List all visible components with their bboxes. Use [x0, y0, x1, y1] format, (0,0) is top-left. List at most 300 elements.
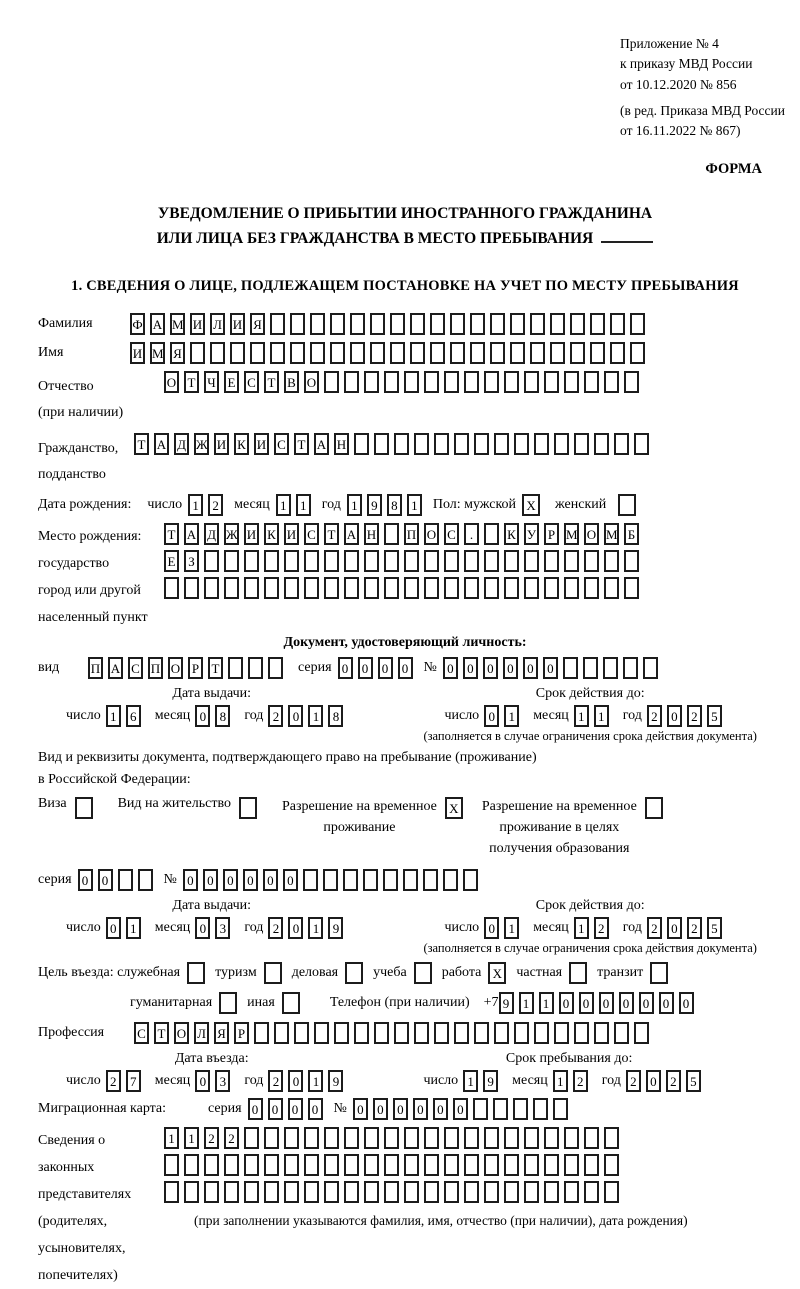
char-cell[interactable]: 1 [463, 1070, 478, 1092]
char-cell[interactable] [444, 371, 459, 393]
char-cell[interactable] [404, 577, 419, 599]
char-cell[interactable]: 2 [647, 705, 662, 727]
char-cell[interactable] [190, 342, 205, 364]
char-cell[interactable]: Т [164, 523, 179, 545]
char-cell[interactable] [524, 1154, 539, 1176]
char-cell[interactable]: 2 [224, 1127, 239, 1149]
char-cell[interactable] [184, 1154, 199, 1176]
char-cell[interactable] [290, 313, 305, 335]
char-cell[interactable] [364, 371, 379, 393]
char-cell[interactable]: 5 [707, 917, 722, 939]
char-cell[interactable]: О [164, 371, 179, 393]
char-cell[interactable]: 0 [243, 869, 258, 891]
char-cell[interactable]: Ж [224, 523, 239, 545]
char-cell[interactable] [264, 550, 279, 572]
char-cell[interactable] [544, 371, 559, 393]
char-cell[interactable]: Я [214, 1022, 229, 1044]
char-cell[interactable] [343, 869, 358, 891]
char-cell[interactable] [404, 371, 419, 393]
char-cell[interactable] [524, 371, 539, 393]
char-cell[interactable]: О [168, 657, 183, 679]
char-cell[interactable] [224, 1154, 239, 1176]
char-cell[interactable] [164, 577, 179, 599]
char-cell[interactable]: С [134, 1022, 149, 1044]
char-cell[interactable] [490, 342, 505, 364]
char-cell[interactable]: 8 [328, 705, 343, 727]
char-cell[interactable] [230, 342, 245, 364]
char-cell[interactable]: 8 [215, 705, 230, 727]
temp-residence-checkbox[interactable]: X [445, 797, 463, 819]
char-cell[interactable]: Д [204, 523, 219, 545]
char-cell[interactable] [584, 550, 599, 572]
char-cell[interactable]: 1 [407, 494, 422, 516]
char-cell[interactable] [484, 371, 499, 393]
char-cell[interactable]: И [254, 433, 269, 455]
char-cell[interactable]: 1 [184, 1127, 199, 1149]
char-cell[interactable]: 2 [208, 494, 223, 516]
char-cell[interactable] [464, 1127, 479, 1149]
char-cell[interactable]: 5 [707, 705, 722, 727]
char-cell[interactable] [354, 433, 369, 455]
char-cell[interactable] [370, 313, 385, 335]
char-cell[interactable] [363, 869, 378, 891]
purpose-transit-checkbox[interactable] [650, 962, 668, 984]
char-cell[interactable] [310, 313, 325, 335]
char-cell[interactable] [603, 657, 618, 679]
char-cell[interactable] [464, 371, 479, 393]
char-cell[interactable] [403, 869, 418, 891]
char-cell[interactable] [610, 313, 625, 335]
char-cell[interactable] [490, 313, 505, 335]
char-cell[interactable]: И [244, 523, 259, 545]
char-cell[interactable] [274, 1022, 289, 1044]
char-cell[interactable]: Р [188, 657, 203, 679]
residence-permit-checkbox[interactable] [239, 797, 257, 819]
char-cell[interactable] [484, 523, 499, 545]
char-cell[interactable]: Т [134, 433, 149, 455]
char-cell[interactable]: А [154, 433, 169, 455]
char-cell[interactable] [484, 550, 499, 572]
char-cell[interactable] [264, 1154, 279, 1176]
char-cell[interactable]: Е [224, 371, 239, 393]
char-cell[interactable]: 0 [263, 869, 278, 891]
char-cell[interactable] [473, 1098, 488, 1120]
char-cell[interactable]: О [174, 1022, 189, 1044]
char-cell[interactable] [330, 313, 345, 335]
char-cell[interactable] [424, 1127, 439, 1149]
char-cell[interactable] [384, 577, 399, 599]
char-cell[interactable]: 0 [195, 705, 210, 727]
char-cell[interactable] [404, 550, 419, 572]
char-cell[interactable]: 0 [579, 992, 594, 1014]
char-cell[interactable] [584, 1154, 599, 1176]
char-cell[interactable] [204, 1154, 219, 1176]
char-cell[interactable]: 0 [433, 1098, 448, 1120]
char-cell[interactable]: З [184, 550, 199, 572]
char-cell[interactable] [564, 1154, 579, 1176]
char-cell[interactable]: 0 [283, 869, 298, 891]
char-cell[interactable] [444, 577, 459, 599]
char-cell[interactable] [384, 550, 399, 572]
purpose-other-checkbox[interactable] [282, 992, 300, 1014]
char-cell[interactable]: 0 [373, 1098, 388, 1120]
char-cell[interactable] [464, 1154, 479, 1176]
char-cell[interactable] [244, 1127, 259, 1149]
char-cell[interactable] [564, 371, 579, 393]
char-cell[interactable] [324, 577, 339, 599]
char-cell[interactable] [434, 1022, 449, 1044]
char-cell[interactable] [564, 550, 579, 572]
char-cell[interactable] [210, 342, 225, 364]
char-cell[interactable]: К [234, 433, 249, 455]
char-cell[interactable] [364, 550, 379, 572]
sex-female-checkbox[interactable] [618, 494, 636, 516]
char-cell[interactable] [383, 869, 398, 891]
char-cell[interactable]: 0 [223, 869, 238, 891]
char-cell[interactable] [534, 1022, 549, 1044]
char-cell[interactable]: В [284, 371, 299, 393]
char-cell[interactable]: 1 [188, 494, 203, 516]
char-cell[interactable] [474, 433, 489, 455]
char-cell[interactable] [330, 342, 345, 364]
char-cell[interactable]: А [344, 523, 359, 545]
char-cell[interactable]: О [424, 523, 439, 545]
char-cell[interactable]: 8 [387, 494, 402, 516]
char-cell[interactable] [570, 342, 585, 364]
char-cell[interactable] [344, 577, 359, 599]
char-cell[interactable] [504, 1181, 519, 1203]
char-cell[interactable]: Н [334, 433, 349, 455]
char-cell[interactable]: Ж [194, 433, 209, 455]
char-cell[interactable] [424, 371, 439, 393]
char-cell[interactable]: С [304, 523, 319, 545]
char-cell[interactable] [310, 342, 325, 364]
char-cell[interactable] [118, 869, 133, 891]
char-cell[interactable]: 2 [573, 1070, 588, 1092]
char-cell[interactable] [484, 1127, 499, 1149]
char-cell[interactable] [344, 1127, 359, 1149]
char-cell[interactable]: 0 [484, 705, 499, 727]
char-cell[interactable] [268, 657, 283, 679]
char-cell[interactable] [364, 1127, 379, 1149]
char-cell[interactable] [634, 433, 649, 455]
char-cell[interactable] [533, 1098, 548, 1120]
char-cell[interactable] [138, 869, 153, 891]
char-cell[interactable]: М [564, 523, 579, 545]
char-cell[interactable] [284, 1154, 299, 1176]
char-cell[interactable]: М [604, 523, 619, 545]
char-cell[interactable] [334, 1022, 349, 1044]
char-cell[interactable] [594, 433, 609, 455]
char-cell[interactable]: 0 [183, 869, 198, 891]
char-cell[interactable]: 2 [647, 917, 662, 939]
char-cell[interactable]: 0 [646, 1070, 661, 1092]
char-cell[interactable]: 1 [308, 1070, 323, 1092]
char-cell[interactable] [630, 313, 645, 335]
char-cell[interactable] [344, 371, 359, 393]
char-cell[interactable] [394, 433, 409, 455]
char-cell[interactable]: 9 [499, 992, 514, 1014]
char-cell[interactable]: 0 [599, 992, 614, 1014]
char-cell[interactable]: 0 [667, 705, 682, 727]
char-cell[interactable] [394, 1022, 409, 1044]
char-cell[interactable] [264, 577, 279, 599]
purpose-tourism-checkbox[interactable] [264, 962, 282, 984]
char-cell[interactable] [530, 313, 545, 335]
char-cell[interactable] [244, 1181, 259, 1203]
char-cell[interactable] [350, 313, 365, 335]
char-cell[interactable]: 0 [195, 917, 210, 939]
char-cell[interactable] [604, 550, 619, 572]
char-cell[interactable] [463, 869, 478, 891]
char-cell[interactable] [424, 550, 439, 572]
char-cell[interactable] [470, 313, 485, 335]
char-cell[interactable] [224, 1181, 239, 1203]
purpose-private-checkbox[interactable] [569, 962, 587, 984]
char-cell[interactable]: И [284, 523, 299, 545]
char-cell[interactable]: П [88, 657, 103, 679]
char-cell[interactable] [563, 657, 578, 679]
char-cell[interactable] [304, 1127, 319, 1149]
char-cell[interactable]: 0 [288, 705, 303, 727]
char-cell[interactable] [504, 1127, 519, 1149]
char-cell[interactable]: 0 [398, 657, 413, 679]
char-cell[interactable]: 1 [106, 705, 121, 727]
char-cell[interactable] [604, 1181, 619, 1203]
char-cell[interactable] [570, 313, 585, 335]
char-cell[interactable] [384, 1181, 399, 1203]
char-cell[interactable] [574, 433, 589, 455]
char-cell[interactable] [584, 371, 599, 393]
char-cell[interactable] [284, 1181, 299, 1203]
char-cell[interactable] [374, 433, 389, 455]
char-cell[interactable] [324, 550, 339, 572]
char-cell[interactable] [284, 1127, 299, 1149]
char-cell[interactable] [494, 433, 509, 455]
char-cell[interactable] [303, 869, 318, 891]
char-cell[interactable]: П [148, 657, 163, 679]
char-cell[interactable]: 2 [204, 1127, 219, 1149]
char-cell[interactable] [464, 577, 479, 599]
char-cell[interactable] [530, 342, 545, 364]
char-cell[interactable] [514, 1022, 529, 1044]
char-cell[interactable] [228, 657, 243, 679]
char-cell[interactable] [630, 342, 645, 364]
char-cell[interactable]: 6 [126, 705, 141, 727]
char-cell[interactable]: 1 [504, 917, 519, 939]
char-cell[interactable]: 0 [483, 657, 498, 679]
char-cell[interactable]: 0 [338, 657, 353, 679]
char-cell[interactable]: Л [194, 1022, 209, 1044]
char-cell[interactable]: 0 [308, 1098, 323, 1120]
char-cell[interactable]: 0 [248, 1098, 263, 1120]
char-cell[interactable] [544, 550, 559, 572]
char-cell[interactable] [513, 1098, 528, 1120]
char-cell[interactable] [224, 577, 239, 599]
char-cell[interactable] [450, 313, 465, 335]
char-cell[interactable]: 2 [106, 1070, 121, 1092]
char-cell[interactable]: Т [294, 433, 309, 455]
char-cell[interactable]: Я [250, 313, 265, 335]
char-cell[interactable]: 0 [484, 917, 499, 939]
char-cell[interactable] [404, 1154, 419, 1176]
char-cell[interactable] [454, 433, 469, 455]
char-cell[interactable] [524, 550, 539, 572]
char-cell[interactable] [184, 577, 199, 599]
char-cell[interactable] [454, 1022, 469, 1044]
char-cell[interactable]: И [214, 433, 229, 455]
char-cell[interactable]: И [130, 342, 145, 364]
char-cell[interactable] [204, 550, 219, 572]
char-cell[interactable] [264, 1127, 279, 1149]
char-cell[interactable]: И [190, 313, 205, 335]
char-cell[interactable] [323, 869, 338, 891]
char-cell[interactable]: 0 [543, 657, 558, 679]
char-cell[interactable] [404, 1181, 419, 1203]
char-cell[interactable] [444, 1127, 459, 1149]
char-cell[interactable] [344, 550, 359, 572]
char-cell[interactable]: Т [154, 1022, 169, 1044]
char-cell[interactable] [248, 657, 263, 679]
char-cell[interactable] [284, 550, 299, 572]
char-cell[interactable] [364, 1181, 379, 1203]
char-cell[interactable] [390, 313, 405, 335]
char-cell[interactable]: 1 [519, 992, 534, 1014]
char-cell[interactable] [304, 550, 319, 572]
char-cell[interactable]: 2 [268, 917, 283, 939]
char-cell[interactable]: С [274, 433, 289, 455]
char-cell[interactable] [624, 550, 639, 572]
char-cell[interactable]: 2 [666, 1070, 681, 1092]
char-cell[interactable] [564, 1181, 579, 1203]
char-cell[interactable] [284, 577, 299, 599]
char-cell[interactable] [510, 342, 525, 364]
char-cell[interactable] [534, 433, 549, 455]
char-cell[interactable] [414, 433, 429, 455]
sex-male-checkbox[interactable]: X [522, 494, 540, 516]
char-cell[interactable]: 2 [268, 1070, 283, 1092]
char-cell[interactable] [324, 1127, 339, 1149]
char-cell[interactable]: 0 [639, 992, 654, 1014]
visa-checkbox[interactable] [75, 797, 93, 819]
char-cell[interactable] [604, 1127, 619, 1149]
char-cell[interactable]: К [504, 523, 519, 545]
purpose-official-checkbox[interactable] [187, 962, 205, 984]
char-cell[interactable]: 0 [659, 992, 674, 1014]
char-cell[interactable] [384, 1154, 399, 1176]
char-cell[interactable]: О [304, 371, 319, 393]
char-cell[interactable] [554, 1022, 569, 1044]
char-cell[interactable] [410, 313, 425, 335]
char-cell[interactable] [484, 1154, 499, 1176]
char-cell[interactable] [470, 342, 485, 364]
char-cell[interactable] [384, 1127, 399, 1149]
char-cell[interactable]: А [184, 523, 199, 545]
char-cell[interactable] [564, 1127, 579, 1149]
char-cell[interactable]: А [150, 313, 165, 335]
char-cell[interactable] [424, 1181, 439, 1203]
char-cell[interactable]: А [108, 657, 123, 679]
char-cell[interactable] [344, 1154, 359, 1176]
char-cell[interactable] [484, 1181, 499, 1203]
char-cell[interactable]: 1 [574, 705, 589, 727]
char-cell[interactable]: 9 [328, 917, 343, 939]
char-cell[interactable]: 2 [687, 705, 702, 727]
char-cell[interactable] [354, 1022, 369, 1044]
char-cell[interactable]: Ч [204, 371, 219, 393]
char-cell[interactable] [384, 523, 399, 545]
char-cell[interactable] [544, 1154, 559, 1176]
char-cell[interactable] [254, 1022, 269, 1044]
char-cell[interactable] [264, 1181, 279, 1203]
char-cell[interactable] [164, 1154, 179, 1176]
char-cell[interactable]: 1 [594, 705, 609, 727]
char-cell[interactable] [414, 1022, 429, 1044]
char-cell[interactable]: 0 [378, 657, 393, 679]
char-cell[interactable] [324, 1181, 339, 1203]
char-cell[interactable]: С [128, 657, 143, 679]
char-cell[interactable]: 0 [288, 1098, 303, 1120]
char-cell[interactable] [624, 577, 639, 599]
char-cell[interactable]: 5 [686, 1070, 701, 1092]
char-cell[interactable] [624, 371, 639, 393]
char-cell[interactable]: 0 [106, 917, 121, 939]
purpose-work-checkbox[interactable]: X [488, 962, 506, 984]
char-cell[interactable]: С [444, 523, 459, 545]
char-cell[interactable] [290, 342, 305, 364]
char-cell[interactable] [524, 577, 539, 599]
char-cell[interactable]: 9 [328, 1070, 343, 1092]
char-cell[interactable] [204, 577, 219, 599]
char-cell[interactable] [474, 1022, 489, 1044]
char-cell[interactable]: 0 [443, 657, 458, 679]
char-cell[interactable]: 9 [483, 1070, 498, 1092]
char-cell[interactable] [444, 550, 459, 572]
char-cell[interactable]: Л [210, 313, 225, 335]
char-cell[interactable] [204, 1181, 219, 1203]
char-cell[interactable] [184, 1181, 199, 1203]
char-cell[interactable]: Р [544, 523, 559, 545]
purpose-business-checkbox[interactable] [345, 962, 363, 984]
char-cell[interactable] [494, 1022, 509, 1044]
char-cell[interactable]: 0 [288, 1070, 303, 1092]
char-cell[interactable] [364, 577, 379, 599]
char-cell[interactable]: 2 [687, 917, 702, 939]
char-cell[interactable] [324, 1154, 339, 1176]
char-cell[interactable] [444, 1154, 459, 1176]
char-cell[interactable] [550, 313, 565, 335]
char-cell[interactable] [484, 577, 499, 599]
char-cell[interactable]: 3 [215, 917, 230, 939]
char-cell[interactable]: 1 [347, 494, 362, 516]
char-cell[interactable]: 1 [276, 494, 291, 516]
char-cell[interactable]: 0 [353, 1098, 368, 1120]
char-cell[interactable] [270, 342, 285, 364]
char-cell[interactable]: 0 [523, 657, 538, 679]
char-cell[interactable] [584, 1181, 599, 1203]
char-cell[interactable] [244, 1154, 259, 1176]
char-cell[interactable] [524, 1127, 539, 1149]
char-cell[interactable]: Т [264, 371, 279, 393]
char-cell[interactable] [304, 1154, 319, 1176]
char-cell[interactable] [504, 1154, 519, 1176]
char-cell[interactable] [404, 1127, 419, 1149]
char-cell[interactable] [584, 1127, 599, 1149]
char-cell[interactable] [364, 1154, 379, 1176]
char-cell[interactable] [424, 577, 439, 599]
char-cell[interactable]: 0 [463, 657, 478, 679]
char-cell[interactable]: К [264, 523, 279, 545]
